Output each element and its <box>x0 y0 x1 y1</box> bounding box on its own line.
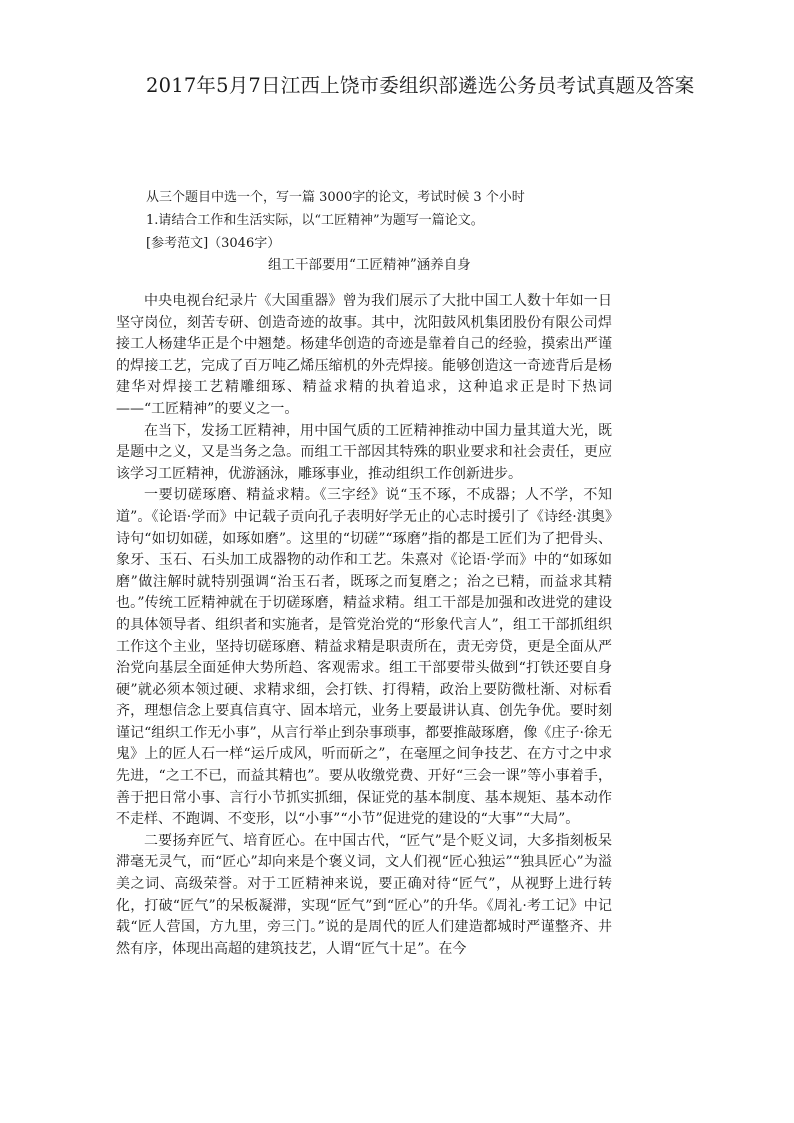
paragraph: 中央电视台纪录片《大国重器》曾为我们展示了大批中国工人数十年如一日坚守岗位，刻苦专研、创造奇迹的故事。其中，沈阳鼓风机集团股份有限公司焊接工人杨建华正是个中翘楚。杨建华创造的奇迹是靠着自己的经验，摸索出严谨的焊接工艺，完成了百万吨乙烯压缩机的外壳焊接。能够创造这一奇迹背后是杨建华对焊接工艺精雕细琢、精益求精的执着追求，这种追求正是时下热词——“工匠精神”的要义之一。 <box>116 293 612 417</box>
paragraph: 在当下，发扬工匠精神，用中国气质的工匠精神推动中国力量其道大光，既是题中之义，又是当务之急。而组工干部因其特殊的职业要求和社会责任，更应该学习工匠精神，优游涵泳，雕琢事业，推动组织工作创新进步。 <box>116 422 612 482</box>
essay-body <box>116 291 612 960</box>
reference-label: [参考范文]（3046字） <box>146 236 281 251</box>
instruction-line: 从三个题目中选一个，写一篇 3000字的论文，考试时候 3 个小时 <box>146 190 525 205</box>
question-line: 1.请结合工作和生活实际，以“工匠精神”为题写一篇论文。 <box>146 213 484 228</box>
paragraph: 一要切磋琢磨、精益求精。《三字经》说“玉不琢，不成器；人不学，不知道”。《论语·学而》中记载子贡向孔子表明好学无止的心志时援引了《诗经·淇奥》诗句“如切如磋，如琢如磨”。这里的“切磋”“琢磨”指的都是工匠们为了把骨头、象牙、玉石、石头加工成器物的动作和工艺。朱熹对《论语·学而》中的“如琢如磨”做注解时就特别强调“治玉石者，既琢之而复磨之；治之已精，而益求其精也。”传统工匠精神就在于切磋琢磨，精益求精。组工干部是加强和改进党的建设的具体领导者、组织者和实施者，是管党治党的“形象代言人”，组工干部抓组织工作这个主业，坚持切磋琢磨、精益求精是职责所在，责无旁贷，更是全面从严治党向基层全面延伸大势所趋、客观需求。组工干部要带头做到“打铁还要自身硬”就必须本领过硬、求精求细，会打铁、打得精，政治上要防微杜渐、对标看齐，理想信念上要真信真守、固本培元，业务上要最讲认真、创先争优。要时刻谨记“组织工作无小事”，从言行举止到杂事琐事，都要推敲琢磨，像《庄子·徐无鬼》上的匠人石一样“运斤成风，听而斫之”，在毫厘之间争技艺、在方寸之中求先进，“之工不已，而益其精也”。要从收缴党费、开好“三会一课”等小事着手，善于把日常小事、言行小节抓实抓细，保证党的基本制度、基本规矩、基本动作不走样、不跑调、不变形，以“小事”“小节”促进党的建设的“大事”“大局”。 <box>116 487 612 828</box>
question-intro <box>146 186 686 255</box>
essay-title: 组工干部要用“工匠精神”涵养自身 <box>268 257 471 273</box>
document-title: 2017年5月7日江西上饶市委组织部遴选公务员考试真题及答案 <box>146 74 695 97</box>
paragraph: 二要扬弃匠气、培育匠心。在中国古代，“匠气”是个贬义词，大多指刻板呆滞毫无灵气，而“匠心”却向来是个褒义词，文人们视“匠心独运”“独具匠心”为溢美之词、高级荣誉。对于工匠精神来说，要正确对待“匠气”，从视野上进行转化，打破“匠气”的呆板凝滞，实现“匠气”到“匠心”的升华。《周礼·考工记》中记载“匠人营国，方九里，旁三门。”说的是周代的匠人们建造都城时严谨整齐、井然有序，体现出高超的建筑技艺，人谓“匠气十足”。在今 <box>116 832 612 957</box>
